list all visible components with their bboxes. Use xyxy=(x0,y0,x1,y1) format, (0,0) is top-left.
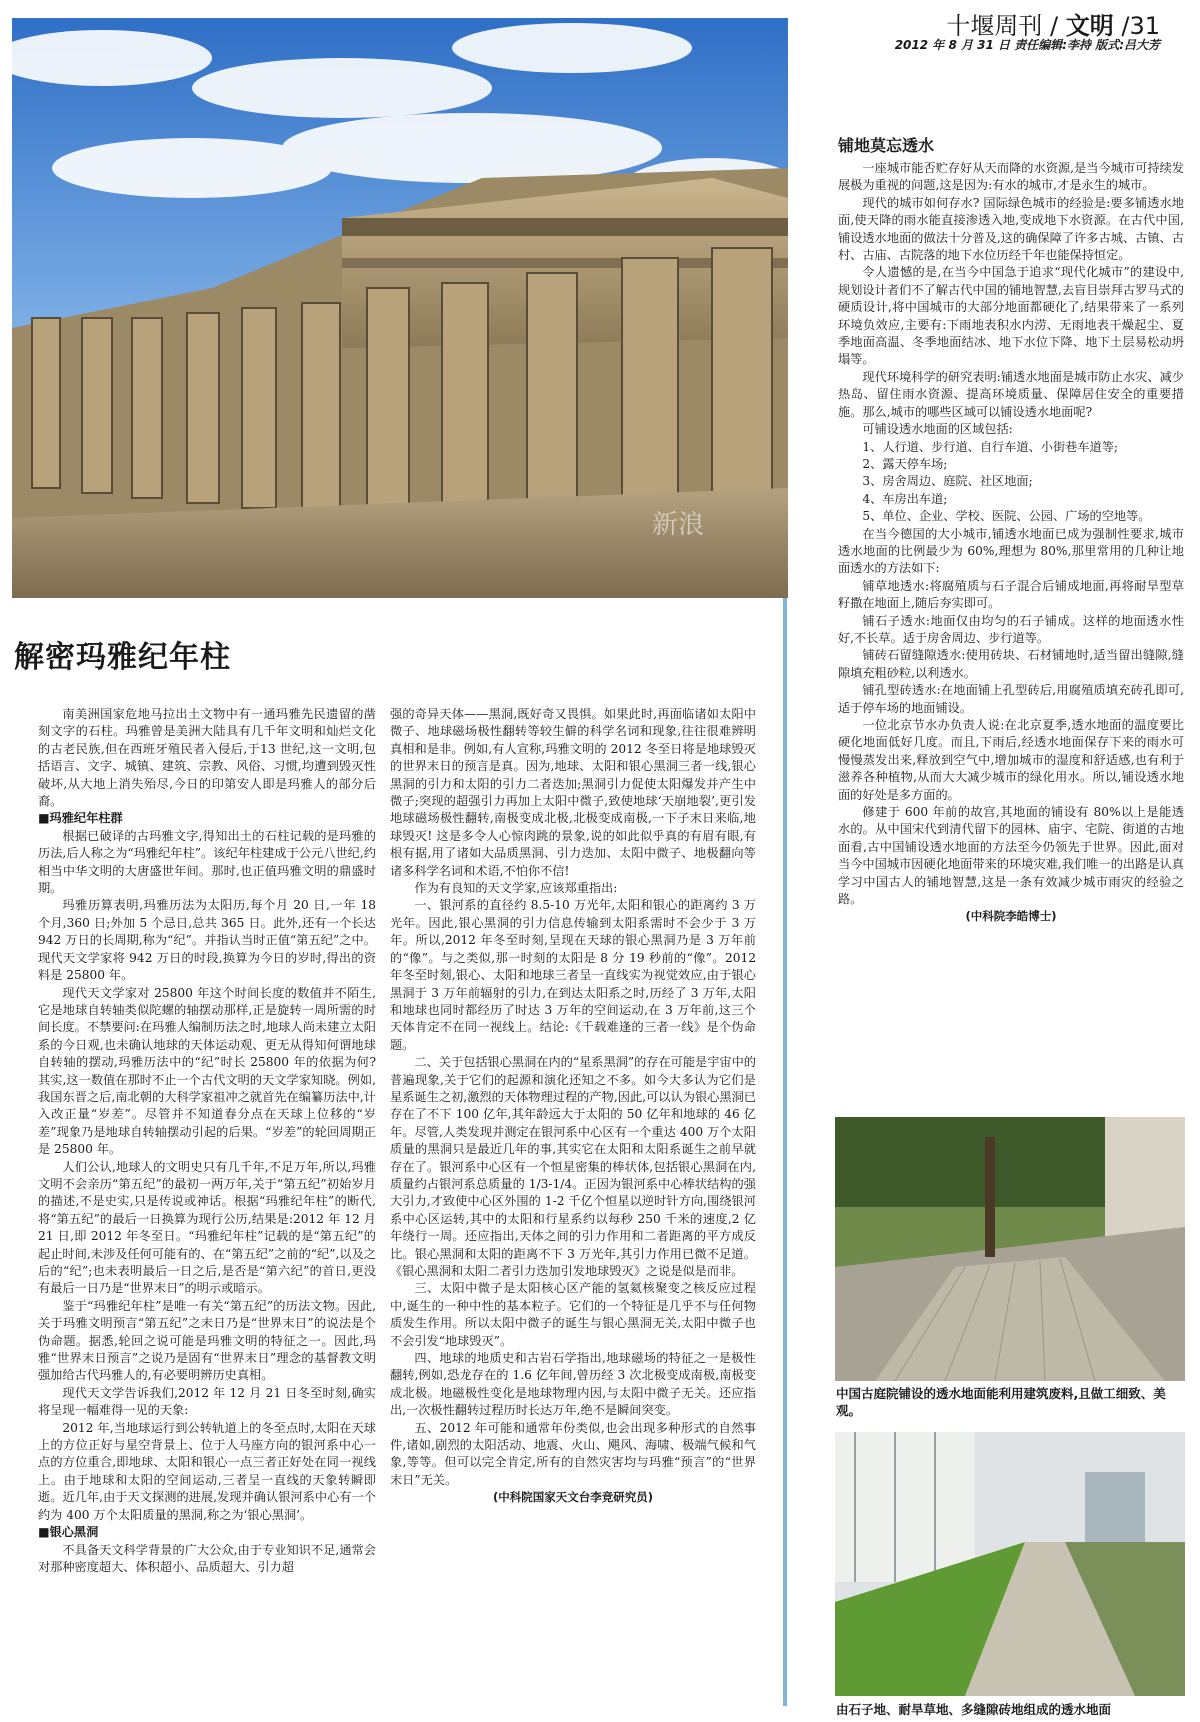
paragraph: 人们公认,地球人的文明史只有几千年,不足万年,所以,玛雅文明不会亲历“第五纪”的最初一两万年,关于“第五纪”初始岁月的描述,不是史实,只是传说或神话。根据“玛雅纪年柱”的断代,将“第五纪”的最后一日换算为现行公历,结果是:2012 年 12 月 21 日,即 2012 年冬至日。“玛雅纪年柱”记载的是“第五纪”的起止时间,未涉及任何可能有的、在“第五纪”之前的“纪”,以及之后的“纪”;也未表明最后一日之后,是否是“第六纪”的首日,更没有最后一日乃是“世界末日”的明示或暗示。 xyxy=(38,1159,376,1296)
permeable-ground-photo xyxy=(835,1432,1185,1696)
header-separator: / xyxy=(1042,12,1066,40)
photo-watermark: 新浪 xyxy=(652,510,705,540)
paragraph: 1、人行道、步行道、自行车道、小街巷车道等; xyxy=(862,439,1119,454)
photo-caption-2: 由石子地、耐旱草地、多缝隙砖地组成的透水地面 xyxy=(836,1702,1112,1717)
article-headline: 解密玛雅纪年柱 xyxy=(14,640,231,675)
paragraph: 一位北京节水办负责人说:在北京夏季,透水地面的温度要比硬化地面低好几度。而且,下雨后,经透水地面保存下来的雨水可慢慢蒸发出来,释放到空气中,增加城市的湿度和舒适感,也有利于滋养各种植物,从而大大减少城市的绿化用水。所以,铺设透水地面的好处是多方面的。 xyxy=(838,718,1184,802)
paragraph: 二、关于包括银心黑洞在内的“星系黑洞”的存在可能是宇宙中的普遍现象,关于它们的起源和演化还知之不多。如今大多认为它们是星系诞生之初,激烈的天体物理过程的产物,因此,可以认为银心黑洞已存在了不下 100 亿年,其年龄远大于太阳的 50 亿年和地球的 46 亿年。尽管,人类发现并测定在银河系中心区有一个重达 400 万个太阳质量的黑洞只是最近几年的事,其实它在太阳和太阳系诞生之前早就存在了。银河系中心区有一个恒星密集的棒状体,包括银心黑洞在内,质量约占银河系总质量的 1/3-1/4。正因为银河系中心棒状结构的强大引力,才致使中心区外围的 1-2 千亿个恒星以逆时针方向,围绕银河系中心区运转,其中的太阳和行星系约以每秒 250 千米的速度,2 亿年绕行一周。还应指出,天体之间的引力作用和二者距离的平方成反比。银心黑洞和太阳的距离不下 3 万光年,其引力作用已微不足道。《银心黑洞和太阳二者引力迭加引发地球毁灭》之说是似是而非。 xyxy=(390,1055,756,1278)
paragraph: 现代天文学家对 25800 年这个时间长度的数值并不陌生,它是地球自转轴类似陀螺的轴摆动那样,正是旋转一周所需的时间长度。不禁要问:在玛雅人编制历法之时,地球人尚未建立太阳系的今日观,也未确认地球的天体运动观、更无从得知何谓地球自转轴的摆动,玛雅历法中的“纪”时长 25800 年的依据为何? 其实,这一数值在那时不止一个古代文明的天文学家知晓。例如,我国东晋之后,南北朝的大科学家祖冲之就首先在编纂历法中,计入改正量“岁差”。尽管并不知道春分点在天球上位移的“岁差”现象乃是地球自转轴摆动引起的后果。“岁差”的轮回周期正是 25800 年。 xyxy=(38,985,376,1157)
paragraph: 4、车房出车道; xyxy=(862,491,948,506)
paragraph: 南美洲国家危地马拉出土文物中有一通玛雅先民遗留的凿刻文字的石柱。玛雅曾是美洲大陆具有几千年文明和灿烂文化的古老民族,但在西班牙殖民者入侵后,于13 世纪,这一文明,包括语言、文字、城镇、建筑、宗教、风俗、习惯,均遭到毁灭性破坏,从大地上消失殆尽,今日的印第安人即是玛雅人的部分后裔。 xyxy=(38,707,376,809)
paragraph: 铺孔型砖透水:在地面铺上孔型砖后,用腐殖质填充砖孔即可,适于停车场的地面铺设。 xyxy=(838,683,1184,715)
paragraph: 2、露天停车场; xyxy=(862,456,948,471)
paragraph: 现代环境科学的研究表明:铺透水地面是城市防止水灾、减少热岛、留住雨水资源、提高环境质量、保障居住安全的重要措施。那么,城市的哪些区域可以铺设透水地面呢? xyxy=(838,369,1184,419)
section-subheading: ■银心黑洞 xyxy=(38,1525,99,1540)
side-article-title: 铺地莫忘透水 xyxy=(838,136,935,155)
column-divider-bar xyxy=(783,598,787,1706)
side-article-body xyxy=(838,160,1184,1170)
paragraph: 鉴于“玛雅纪年柱”是唯一有关“第五纪”的历法文物。因此,关于玛雅文明预言“第五纪”之末日乃是“世界末日”的说法是个伪命题。据悉,轮回之说可能是玛雅文明的特征之一。因此,玛雅“世界末日预言”之说乃是固有“世界末日”理念的基督教文明强加给古代玛雅人的,有必要明辨历史真相。 xyxy=(38,1298,376,1383)
paragraph: 修建于 600 年前的故宫,其地面的铺设有 80%以上是能透水的。从中国宋代到清代留下的园林、庙宇、宅院、街道的古地面看,古中国铺设透水地面的方法至今仍领先于世界。因此,面对当今中国城市因硬化地面带来的环境灾难,我们唯一的出路是认真学习中国古人的铺地智慧,这是一条有效减少城市雨灾的经验之路。 xyxy=(838,805,1184,907)
paragraph: 铺砖石留缝隙透水:使用砖块、石材铺地时,适当留出缝隙,缝隙填充粗砂粒,以利透水。 xyxy=(838,648,1184,680)
paragraph: 5、单位、企业、学校、医院、公园、广场的空地等。 xyxy=(862,509,1151,524)
paragraph: 一座城市能否贮存好从天而降的水资源,是当今城市可持续发展极为重视的问题,这是因为:有水的城市,才是永生的城市。 xyxy=(838,161,1184,193)
paragraph: 五、2012 年可能和通常年份类似,也会出现多种形式的自然事件,诸如,剧烈的太阳活动、地震、火山、飓风、海啸、极端气候和气象,等等。但可以完全肯定,所有的自然灾害均与玛雅“预言”的“世界末日”无关。 xyxy=(390,1420,756,1487)
section-name: 文明 xyxy=(1065,12,1114,40)
paragraph: 可铺设透水地面的区域包括: xyxy=(862,422,1013,437)
paragraph: 令人遗憾的是,在当今中国急于追求“现代化城市”的建设中,规划设计者们不了解古代中国的铺地智慧,去盲目崇拜古罗马式的硬质设计,将中国城市的大部分地面都硬化了,结果带来了一系列环境负效应,主要有:下雨地表积水内涝、无雨地表干燥起尘、夏季地面高温、冬季地面结冰、地下水位下降、地下土层易松动坍塌等。 xyxy=(838,265,1184,367)
paragraph: 不具备天文科学背景的广大公众,由于专业知识不足,通常会对那种密度超大、体积超小、品质超大、引力超 xyxy=(38,1542,376,1574)
paragraph: 四、地球的地质史和古岩石学指出,地球磁场的特征之一是极性翻转,例如,恐龙存在的 1.6 亿年间,曾历经 3 次北极变成南极,南极变成北极。地磁极性变化是地球物理内因,与太阳中微子无关。还应指出,一次极性翻转过程历时长达万年,绝不是瞬间突变。 xyxy=(390,1351,756,1418)
section-subheading: ■玛雅纪年柱群 xyxy=(38,811,123,826)
paragraph: 一、银河系的直径约 8.5-10 万光年,太阳和银心的距离约 3 万光年。因此,银心黑洞的引力信息传输到太阳系需时不会少于 3 万年。所以,2012 年冬至时刻,呈现在天球的银心黑洞乃是 3 万年前的“像”。与之类似,那一时刻的太阳是 8 分 19 秒前的“像”。2012 年冬至时刻,银心、太阳和地球三者呈一直线实为视觉效应,由于银心黑洞于 3 万年前辐射的引力,在到达太阳系之时,历经了 3 万年,太阳和地球也同时都经历了时达 3 万年的空间运动,在 3 万年前,这三个天体肯定不在同一视线上。结论:《千载难逢的三者一线》是个伪命题。 xyxy=(390,898,756,1052)
photo-caption-1: 中国古庭院铺设的透水地面能利用建筑废料,且做工细致、美观。 xyxy=(836,1386,1166,1418)
mayan-ruins-photo xyxy=(12,18,788,598)
paragraph: 现代的城市如何存水? 国际绿色城市的经验是:要多铺透水地面,使天降的雨水能直接渗透入地,变成地下水资源。在古代中国,铺设透水地面的做法十分普及,这的确保障了许多古城、古镇、古村、古庙、古院落的地下水位历经千年也能保持恒定。 xyxy=(838,195,1184,263)
paragraph: 在当今德国的大小城市,铺透水地面已成为强制性要求,城市透水地面的比例最少为 60%,理想为 80%,那里常用的几种让地面透水的方法如下: xyxy=(838,526,1184,576)
newspaper-name: 十堰周刊 xyxy=(946,12,1043,40)
paragraph: 3、房舍周边、庭院、社区地面; xyxy=(862,474,1033,489)
paragraph: 玛雅历算表明,玛雅历法为太阳历,每个月 20 日,一年 18 个月,360 日;外加 5 个忌日,总共 365 日。此外,还有一个长达 942 万日的长周期,称为“纪”。并指认当时正值“第五纪”之中。现代天文学家将 942 万日的时段,换算为今日的岁时,得出的资料是 25800 年。 xyxy=(38,898,376,983)
paragraph: 铺草地透水:将腐殖质与石子混合后铺成地面,再将耐旱型草籽撒在地面上,随后夯实即可。 xyxy=(838,578,1184,611)
page-header-meta: 2012 年 8 月 31 日 责任编辑:李持 版式:吕大芳 xyxy=(894,38,1160,52)
paragraph: 2012 年,当地球运行到公转轨道上的冬至点时,太阳在天球上的方位正好与星空背景上、位于人马座方向的银河系中心一点的方位重合,即地球、太阳和银心一点三者正好处在同一视线上。由于地球和太阳的空间运动,三者呈一直线的天象转瞬即逝。近几年,由于天文探测的进展,发现并确认银河系中心有一个约为 400 万个太阳质量的黑洞,称之为‘银心黑洞’。 xyxy=(38,1420,376,1522)
article-column-2 xyxy=(390,706,756,1716)
paragraph: 三、太阳中微子是太阳核心区产能的氢氦核聚变之核反应过程中,诞生的一种中性的基本粒子。它们的一个特征是几乎不与任何物质发生作用。所以太阳中微子的诞生与银心黑洞无关,太阳中微子也不会引发“地球毁灭”。 xyxy=(390,1281,756,1348)
paragraph: 强的奇异天体——黑洞,既好奇又畏惧。如果此时,再面临诸如太阳中微子、地球磁场极性翻转等较生僻的科学名词和现象,往往很难辨明真相和是非。例如,有人宣称,玛雅文明的 2012 冬至日将是地球毁灭的世界末日的预言是真。因为,地球、太阳和银心黑洞三者一线,银心黑洞的引力和太阳的引力二者迭加;黑洞引力促使太阳爆发并产生中微子;突现的超强引力再加上太阳中微子,致使地球‘天崩地裂’,更引发地球磁场极性翻转,南极变成北极,北极变成南极,一下子末日来临,地球毁灭! 这是多令人心惊肉跳的景象,说的如此似乎真的有眉有眼,有根有据,用了诸如大品质黑洞、引力迭加、太阳中微子、地极翻向等诸多科学名词和术语,不怕你不信! xyxy=(390,707,756,878)
paragraph: 铺石子透水:地面仅由均匀的石子铺成。这样的地面透水性好,不长草。适于房舍周边、步行道等。 xyxy=(838,613,1184,645)
page-number: /31 xyxy=(1113,12,1160,40)
paragraph: 作为有良知的天文学家,应该郑重指出: xyxy=(414,881,618,896)
author-byline: (中科院李皓博士) xyxy=(965,909,1057,924)
paragraph: 现代天文学告诉我们,2012 年 12 月 21 日冬至时刻,确实将呈现一幅难得一见的天象: xyxy=(38,1385,376,1418)
courtyard-paving-photo xyxy=(835,1117,1185,1381)
author-byline: (中科院国家天文台李竞研究员) xyxy=(492,1490,653,1505)
paragraph: 根据已破译的古玛雅文字,得知出土的石柱记载的是玛雅的历法,后人称之为“玛雅纪年柱”。该纪年柱建成于公元八世纪,约相当中华文明的大唐盛世年间。那时,也正值玛雅文明的鼎盛时期。 xyxy=(38,828,376,896)
article-column-1 xyxy=(38,706,376,1716)
